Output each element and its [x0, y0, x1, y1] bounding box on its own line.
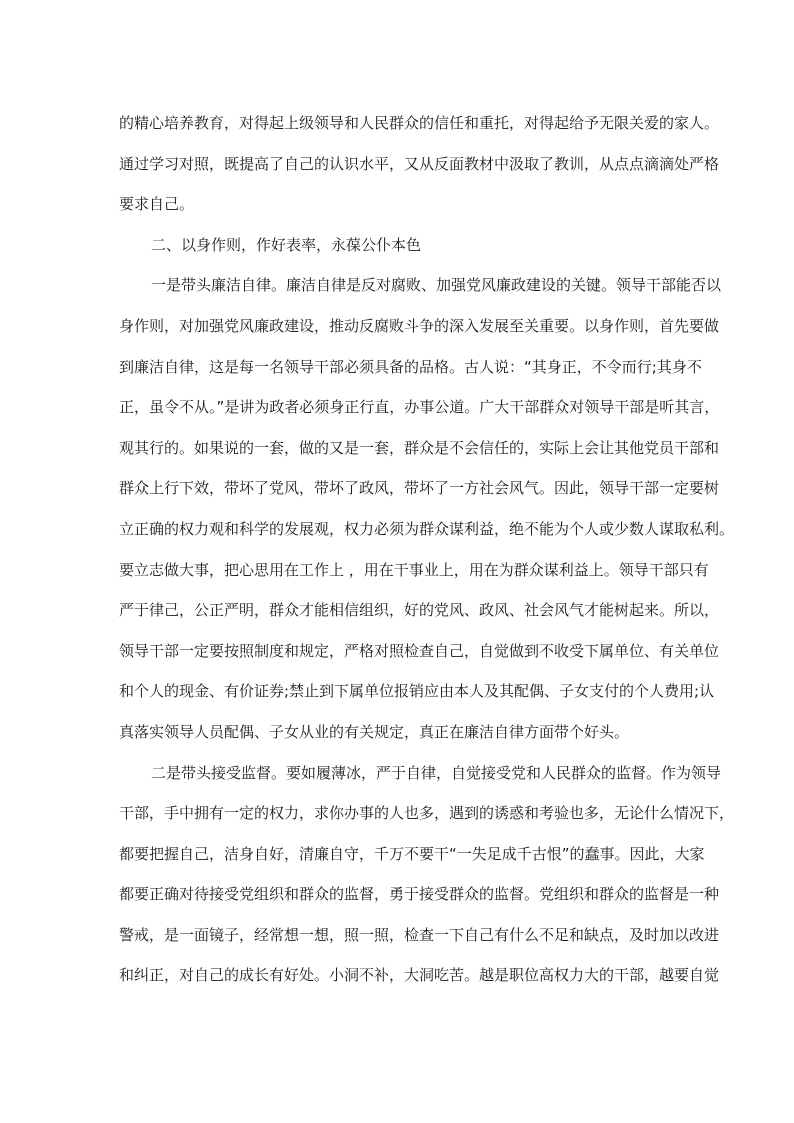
text-line: 到廉洁自律，这是每一名领导干部必须具备的品格。古人说：“其身正，不令而行;其身不: [119, 357, 702, 376]
text-line: 领导干部一定要按照制度和规定，严格对照检查自己，自觉做到不收受下属单位、有关单位: [119, 641, 720, 660]
section-heading: [119, 225, 685, 266]
text-line: 干部，手中拥有一定的权力，求你办事的人也多，遇到的诱惑和考验也多，无论什么情况下，: [119, 804, 735, 823]
text-line: 严于律己，公正严明，群众才能相信组织，好的党风、政风、社会风气才能树起来。所以，: [119, 601, 720, 620]
text-line: 正，虽令不从。”是讲为政者必须身正行直，办事公道。广大干部群众对领导干部是听其言，: [119, 398, 720, 417]
heading-text: 二、以身作则，作好表率，永葆公仆本色: [151, 235, 422, 254]
text-line: 要求自己。: [119, 195, 195, 214]
text-line: 通过学习对照，既提高了自己的认识水平，又从反面教材中汲取了教训，从点点滴滴处严格: [119, 154, 720, 173]
text-line: 的精心培养教育，对得起上级领导和人民群众的信任和重托，对得起给予无限关爱的家人。: [119, 114, 720, 132]
text-line: 都要把握自己，洁身自好，清廉自守，千万不要干“一失足成千古恨”的蠢事。因此，大家: [119, 844, 705, 863]
text-line: 群众上行下效，带坏了党风，带坏了政风，带坏了一方社会风气。因此，领导干部一定要树: [119, 479, 720, 498]
text-line: 立正确的权力观和科学的发展观，权力必须为群众谋利益，绝不能为个人或少数人谋取私利。: [119, 519, 735, 538]
text-line: 要立志做大事，把心思用在工作上 ，用在干事业上，用在为群众谋利益上。领导干部只有: [119, 560, 709, 579]
text-line: 二是带头接受监督。要如履薄冰，严于自律，自觉接受党和人民群众的监督。作为领导: [151, 763, 722, 782]
text-line: 和个人的现金、有价证券;禁止到下属单位报销应由本人及其配偶、子女支付的个人费用;认: [119, 682, 715, 701]
text-line: 都要正确对待接受党组织和群众的监督，勇于接受群众的监督。党组织和群众的监督是一种: [119, 885, 720, 904]
text-line: 一是带头廉洁自律。廉洁自律是反对腐败、加强党风廉政建设的关键。领导干部能否以: [151, 276, 722, 295]
paragraph: [119, 103, 720, 225]
text-line: 和纠正，对自己的成长有好处。小洞不补，大洞吃苦。越是职位高权力大的干部，越要自觉: [119, 966, 720, 985]
text-line: 真落实领导人员配偶、子女从业的有关规定，真正在廉洁自律方面带个好头。: [119, 722, 630, 741]
document-body: [119, 103, 735, 996]
paragraph: [119, 753, 735, 997]
paragraph: [119, 265, 735, 752]
text-line: 身作则，对加强党风廉政建设，推动反腐败斗争的深入发展至关重要。以身作则，首先要做: [119, 316, 720, 335]
text-line: 警戒，是一面镜子，经常想一想，照一照，检查一下自己有什么不足和缺点，及时加以改进: [119, 925, 720, 944]
text-line: 观其行的。如果说的一套，做的又是一套，群众是不会信任的，实际上会让其他党员干部和: [119, 438, 720, 457]
